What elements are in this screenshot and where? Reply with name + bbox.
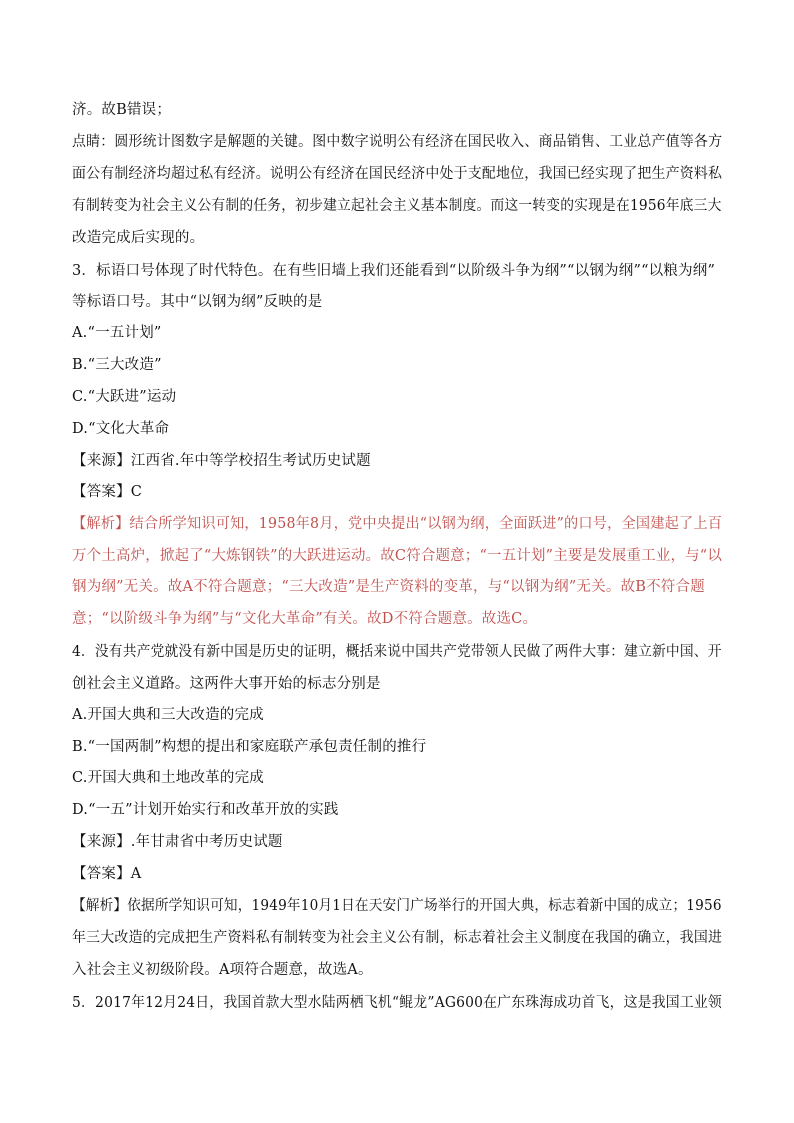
analysis-text: 依据所学知识可知，1949年10月1日在天安门广场举行的开国大典，标志着新中国的成立；1956 xyxy=(127,898,722,914)
q4-answer: 【答案】A xyxy=(72,866,142,882)
q2-point-line-1 xyxy=(72,132,722,152)
q4-analysis-line-2: 年三大改造的完成把生产资料私有制转变为社会主义公有制，标志着社会主义制度在我国的确立，我国进 xyxy=(72,930,723,946)
q4-option-b: B.“一国两制”构想的提出和家庭联产承包责任制的推行 xyxy=(72,739,427,755)
q3-answer: 【答案】C xyxy=(72,484,143,500)
q3-analysis-line-2: 万个土高炉，掀起了“大炼钢铁”的大跃进运动。故C符合题意；“一五计划”主要是发展重工业，与“以 xyxy=(72,548,723,564)
point-label: 点睛： xyxy=(72,134,115,150)
q2-tail-line: 济。故B错误； xyxy=(72,102,172,118)
analysis-text: 结合所学知识可知，1958年8月，党中央提出“以钢为纲，全面跃进”的口号，全国建起了上百 xyxy=(129,516,723,532)
q3-stem-line-2: 等标语口号。其中“以钢为纲”反映的是 xyxy=(72,294,323,310)
q3-source: 【来源】江西省.年中等学校招生考试历史试题 xyxy=(72,453,371,469)
q4-stem-line-2: 创社会主义道路。这两件大事开始的标志分别是 xyxy=(72,676,381,692)
q4-stem-line-1: 4．没有共产党就没有新中国是历史的证明，概括来说中国共产党带领人民做了两件大事：建立新中国、开 xyxy=(72,644,722,660)
point-text: 圆形统计图数字是解题的关键。图中数字说明公有经济在国民收入、商品销售、工业总产值等各方 xyxy=(114,134,723,150)
q3-option-b: B.“三大改造” xyxy=(72,357,162,373)
q4-source: 【来源】.年甘肃省中考历史试题 xyxy=(72,834,283,850)
q3-analysis-line-4: 意；“以阶级斗争为纲”与“文化大革命”有关。故D不符合题意。故选C。 xyxy=(72,611,538,627)
q3-option-a: A.“一五计划” xyxy=(72,325,162,341)
analysis-label: 【解析】 xyxy=(72,516,130,532)
q4-option-a: A.开国大典和三大改造的完成 xyxy=(72,707,264,723)
q5-stem-line-1: 5．2017年12月24日，我国首款大型水陆两栖飞机“鲲龙”AG600在广东珠海成功首飞，这是我国工业领 xyxy=(72,995,722,1011)
q3-stem-line-1: 3．标语口号体现了时代特色。在有些旧墙上我们还能看到“以阶级斗争为纲”“以钢为纲”“以粮为纲” xyxy=(72,263,716,279)
q4-option-d: D.“一五”计划开始实行和改革开放的实践 xyxy=(72,802,339,818)
q2-point-line-4: 改造完成后实现的。 xyxy=(72,230,205,246)
q3-analysis-line-3: 钢为纲”无关。故A不符合题意；“三大改造”是生产资料的变革，与“以钢为纲”无关。故B不符合题 xyxy=(72,579,705,595)
q2-point-line-3: 有制转变为社会主义公有制的任务，初步建立起社会主义基本制度。而这一转变的实现是在1956年底三大 xyxy=(72,198,722,214)
q3-analysis-line-1 xyxy=(72,514,722,534)
q4-option-c: C.开国大典和土地改革的完成 xyxy=(72,770,264,786)
q2-point-line-2: 面公有制经济均超过私有经济。说明公有经济在国民经济中处于支配地位，我国已经实现了把生产资料私 xyxy=(72,166,723,182)
q4-analysis-line-3: 入社会主义初级阶段。A项符合题意，故选A。 xyxy=(72,962,373,978)
q4-analysis-line-1 xyxy=(72,896,722,916)
analysis-label: 【解析】 xyxy=(72,898,128,914)
q3-option-c: C.“大跃进”运动 xyxy=(72,389,177,405)
q3-option-d: D.“文化大革命 xyxy=(72,421,170,437)
